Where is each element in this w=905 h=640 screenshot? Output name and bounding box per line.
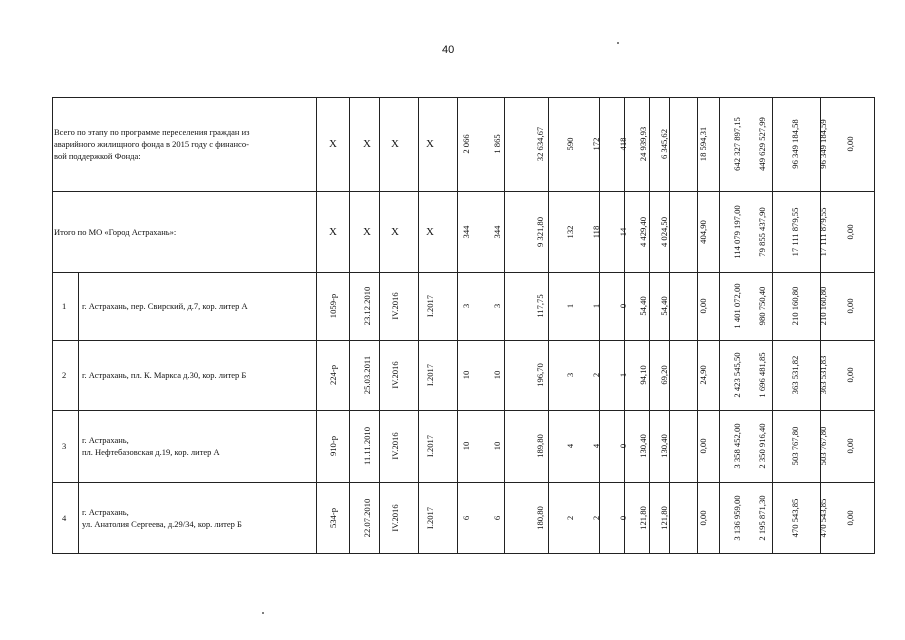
table-cell-value: 1059-р bbox=[328, 293, 338, 319]
row-number: 2 bbox=[62, 370, 67, 380]
table-cell-value: 3 358 452,00 bbox=[732, 423, 742, 469]
table-cell-value: IV.2016 bbox=[390, 503, 400, 532]
table-cell-value: 0,00 bbox=[845, 509, 855, 526]
table-cell-value: 172 bbox=[591, 137, 601, 151]
not-applicable-mark: X bbox=[363, 225, 371, 238]
table-cell-value: 18 594,31 bbox=[698, 126, 708, 162]
row-number: 1 bbox=[62, 301, 67, 311]
table-cell-value: 10 bbox=[492, 441, 502, 451]
table-cell-value: 54,40 bbox=[638, 296, 648, 316]
table-cell-value: 210 160,80 bbox=[818, 286, 828, 326]
table-cell-value: 6 bbox=[492, 515, 502, 520]
table-cell-value: 69,20 bbox=[659, 365, 669, 385]
table-cell-value: 121,80 bbox=[638, 505, 648, 530]
table-cell-value: 2 195 871,30 bbox=[757, 494, 767, 541]
table-grid-line bbox=[52, 97, 53, 553]
not-applicable-mark: X bbox=[426, 225, 434, 238]
table-cell-value: 96 349 184,59 bbox=[818, 119, 828, 169]
table-cell-value: 210 160,80 bbox=[790, 286, 800, 326]
page-number: 40 bbox=[442, 44, 455, 56]
table-cell-value: 23.12.2010 bbox=[362, 286, 372, 326]
table-grid-line bbox=[504, 97, 505, 553]
table-cell-value: 96 349 184,58 bbox=[790, 119, 800, 169]
table-cell-value: 25.03.2011 bbox=[362, 355, 372, 395]
table-cell-value: 0,00 bbox=[698, 298, 708, 314]
table-cell-value: 1 696 481,85 bbox=[757, 352, 767, 398]
table-cell-value: 224-р bbox=[328, 364, 338, 386]
summary-row-label: Всего по этапу по программе переселения граждан из bbox=[54, 127, 250, 137]
table-cell-value: 4 429,40 bbox=[638, 216, 648, 247]
address-cell: г. Астрахань, пер. Свирский, д.7, кор. литер А bbox=[82, 301, 248, 311]
table-cell-value: 6 bbox=[461, 515, 471, 520]
address-cell: г. Астрахань, bbox=[82, 506, 129, 517]
table-cell-value: 11.11.2010 bbox=[362, 426, 372, 466]
table-cell-value: 54,40 bbox=[659, 296, 669, 316]
table-cell-value: 10 bbox=[461, 370, 471, 380]
table-cell-value: 3 136 959,00 bbox=[732, 494, 742, 541]
table-cell-value: 2 350 916,40 bbox=[757, 423, 767, 469]
table-cell-value: 470 543,85 bbox=[790, 498, 800, 537]
table-cell-value: 0 bbox=[618, 303, 628, 309]
table-grid-line bbox=[379, 97, 380, 553]
table-grid-line bbox=[316, 97, 317, 553]
table-cell-value: 1 865 bbox=[492, 134, 502, 154]
table-cell-value: 344 bbox=[492, 225, 502, 238]
not-applicable-mark: X bbox=[329, 138, 337, 150]
not-applicable-mark: X bbox=[391, 138, 399, 150]
table-cell-value: 590 bbox=[565, 137, 575, 151]
table-cell-value: 980 750,40 bbox=[757, 286, 767, 326]
table-cell-value: 0,00 bbox=[845, 223, 855, 240]
table-cell-value: 17 111 879,55 bbox=[818, 207, 828, 256]
row-number: 4 bbox=[62, 512, 67, 523]
table-cell-value: 363 531,82 bbox=[790, 355, 800, 395]
table-cell-value: 2 423 545,50 bbox=[732, 352, 742, 398]
table-cell-value: 2 066 bbox=[461, 134, 471, 154]
table-cell-value: 24,90 bbox=[698, 365, 708, 385]
table-cell-value: 0,00 bbox=[845, 298, 855, 314]
table-grid-line bbox=[772, 97, 773, 553]
table-cell-value: 10 bbox=[492, 370, 502, 380]
table-cell-value: 1 bbox=[591, 303, 601, 309]
table-grid-line bbox=[457, 97, 458, 553]
table-cell-value: I.2017 bbox=[425, 506, 435, 529]
table-cell-value: 24 939,93 bbox=[638, 126, 648, 162]
table-cell-value: 1 bbox=[565, 303, 575, 309]
scan-speck bbox=[262, 612, 264, 614]
table-cell-value: 0,00 bbox=[698, 509, 708, 526]
table-cell-value: 130,40 bbox=[638, 434, 648, 458]
table-grid-line bbox=[874, 97, 875, 553]
table-cell-value: 4 bbox=[565, 443, 575, 449]
table-cell-value: 180,80 bbox=[535, 505, 545, 530]
table-grid-line bbox=[78, 272, 79, 553]
table-cell-value: IV.2016 bbox=[390, 432, 400, 460]
table-cell-value: 114 079 197,00 bbox=[732, 204, 742, 259]
table-cell-value: 117,75 bbox=[535, 294, 545, 318]
table-cell-value: 9 321,80 bbox=[535, 216, 545, 247]
table-grid-line bbox=[649, 97, 650, 553]
table-cell-value: 503 767,80 bbox=[790, 426, 800, 466]
table-cell-value: 6 345,62 bbox=[659, 128, 669, 160]
table-cell-value: 118 bbox=[591, 225, 601, 238]
address-cell: пл. Нефтебазовская д.19, кор. литер А bbox=[82, 447, 220, 457]
table-cell-value: 503 767,80 bbox=[818, 426, 828, 466]
table-cell-value: 10 bbox=[461, 441, 471, 451]
table-cell-value: 404,90 bbox=[698, 219, 708, 244]
not-applicable-mark: X bbox=[363, 138, 371, 150]
table-cell-value: 22.07.2010 bbox=[362, 498, 372, 537]
not-applicable-mark: X bbox=[391, 225, 399, 238]
table-cell-value: 2 bbox=[591, 372, 601, 378]
summary-row-label: аварийного жилищного фонда в 2015 году с финансо- bbox=[54, 139, 249, 149]
table-cell-value: 94,10 bbox=[638, 365, 648, 385]
table-cell-value: 4 bbox=[591, 443, 601, 449]
table-cell-value: 0,00 bbox=[845, 438, 855, 454]
table-cell-value: 0,00 bbox=[845, 367, 855, 383]
resettlement-table bbox=[52, 97, 875, 553]
table-cell-value: 196,70 bbox=[535, 363, 545, 387]
summary-row-label: Итого по МО «Город Астрахань»: bbox=[54, 226, 177, 237]
table-grid-line bbox=[349, 97, 350, 553]
table-cell-value: 130,40 bbox=[659, 434, 669, 458]
summary-row-label: вой поддержкой Фонда: bbox=[54, 151, 141, 161]
table-cell-value: I.2017 bbox=[425, 434, 435, 458]
table-cell-value: 0 bbox=[618, 443, 628, 449]
table-cell-value: IV.2016 bbox=[390, 361, 400, 389]
table-cell-value: 418 bbox=[618, 137, 628, 151]
table-cell-value: I.2017 bbox=[425, 294, 435, 318]
table-cell-value: 14 bbox=[618, 227, 628, 236]
table-cell-value: 3 bbox=[565, 372, 575, 378]
table-cell-value: 189,80 bbox=[535, 434, 545, 458]
table-cell-value: 132 bbox=[565, 225, 575, 238]
table-cell-value: 449 629 527,99 bbox=[757, 117, 767, 171]
row-number: 3 bbox=[62, 441, 67, 451]
table-grid-line bbox=[52, 97, 875, 98]
table-cell-value: 363 531,83 bbox=[818, 355, 828, 395]
table-cell-value: 910-р bbox=[328, 435, 338, 457]
table-cell-value: 534-р bbox=[328, 507, 338, 528]
table-grid-line bbox=[548, 97, 549, 553]
table-cell-value: 3 bbox=[461, 303, 471, 309]
table-cell-value: 79 855 437,90 bbox=[757, 206, 767, 257]
table-cell-value: IV.2016 bbox=[390, 292, 400, 320]
table-cell-value: 3 bbox=[492, 303, 502, 309]
table-cell-value: 4 024,50 bbox=[659, 216, 669, 247]
table-cell-value: 344 bbox=[461, 225, 471, 238]
table-cell-value: 17 111 879,55 bbox=[790, 207, 800, 256]
table-cell-value: 470 543,85 bbox=[818, 498, 828, 537]
table-cell-value: I.2017 bbox=[425, 363, 435, 387]
table-cell-value: 1 bbox=[618, 372, 628, 378]
address-cell: ул. Анатолия Сергеева, д.29/34, кор. литер Б bbox=[82, 518, 242, 529]
table-cell-value: 0 bbox=[618, 515, 628, 520]
not-applicable-mark: X bbox=[329, 225, 337, 238]
table-grid-line bbox=[418, 97, 419, 553]
table-cell-value: 32 634,67 bbox=[535, 126, 545, 162]
table-cell-value: 2 bbox=[591, 515, 601, 520]
table-cell-value: 2 bbox=[565, 515, 575, 520]
scan-speck bbox=[617, 42, 619, 44]
address-cell: г. Астрахань, пл. К. Маркса д.30, кор. литер Б bbox=[82, 370, 247, 380]
not-applicable-mark: X bbox=[426, 138, 434, 150]
table-cell-value: 121,80 bbox=[659, 505, 669, 530]
address-cell: г. Астрахань, bbox=[82, 435, 129, 445]
table-grid-line bbox=[719, 97, 720, 553]
table-cell-value: 0,00 bbox=[698, 438, 708, 454]
table-cell-value: 642 327 897,15 bbox=[732, 117, 742, 171]
table-cell-value: 1 401 072,00 bbox=[732, 283, 742, 329]
table-cell-value: 0,00 bbox=[845, 136, 855, 152]
